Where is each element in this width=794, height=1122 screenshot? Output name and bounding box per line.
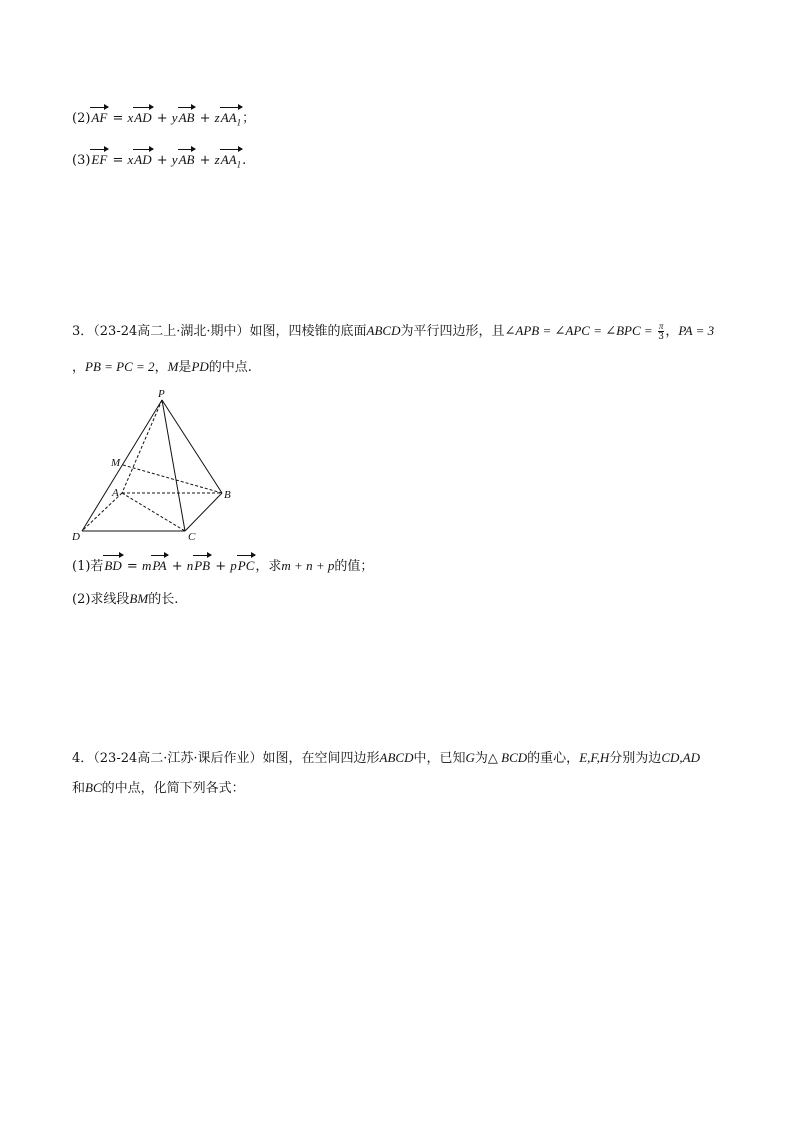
vector-ad: AD [133, 150, 152, 170]
vector-pb: PB [193, 556, 211, 576]
label-m: M [111, 457, 121, 469]
vector-ef: EF [90, 150, 108, 170]
problem-3-statement-line-2: ，PB = PC = 2，M是PD的中点. [72, 359, 252, 375]
part-3-equation: (3)EF = xAD + yAB + zAA$_1$. [72, 150, 246, 175]
pyramid-figure [72, 385, 242, 545]
vector-ab: AB [178, 150, 196, 170]
vector-aa1: $AA_1$ [220, 150, 242, 175]
edge-pd [82, 400, 162, 531]
vector-pa: PA [151, 556, 167, 576]
vector-aa1: $AA_1$ [220, 108, 242, 133]
problem-3-statement: 3．（23-24高二上·湖北·期中）如图，四棱锥的底面ABCD为平行四边形，且∠APB = ∠APC = ∠BPC = $\frac{\pi}{3}$ ，PA = 3 [72, 321, 715, 342]
problem-3-question-1: (1)若BD = mPA + nPB + pPC，求m + n + p的值； [72, 558, 374, 574]
vector-ab: AB [178, 108, 196, 128]
edge-ac [122, 493, 185, 531]
part-2-equation: (2)AF = xAD + yAB + zAA$_1$； [72, 108, 255, 133]
label-p: P [158, 388, 165, 400]
problem-4-statement: 4．（23-24高二·江苏·课后作业）如图，在空间四边形ABCD中，已知G为△ BCD的重心，E,F,H分别为边CD,AD [72, 750, 700, 766]
edge-pa [122, 400, 162, 493]
label-b: B [224, 489, 231, 501]
vector-pc: PC [237, 556, 256, 576]
vector-ad: AD [133, 108, 152, 128]
problem-3-question-2: (2)求线段BM的长. [72, 591, 179, 607]
edge-cb [185, 493, 222, 531]
vector-bd: BD [103, 556, 122, 576]
vector-af: AF [90, 108, 108, 128]
label-c: C [188, 531, 196, 543]
label-d: D [72, 531, 80, 543]
fraction-pi-over-3: $\frac{\pi}{3}$ [658, 321, 664, 342]
problem-4-statement-line-2: 和BC的中点，化简下列各式： [72, 780, 245, 796]
edge-pc [162, 400, 185, 531]
label-a: A [112, 487, 119, 499]
